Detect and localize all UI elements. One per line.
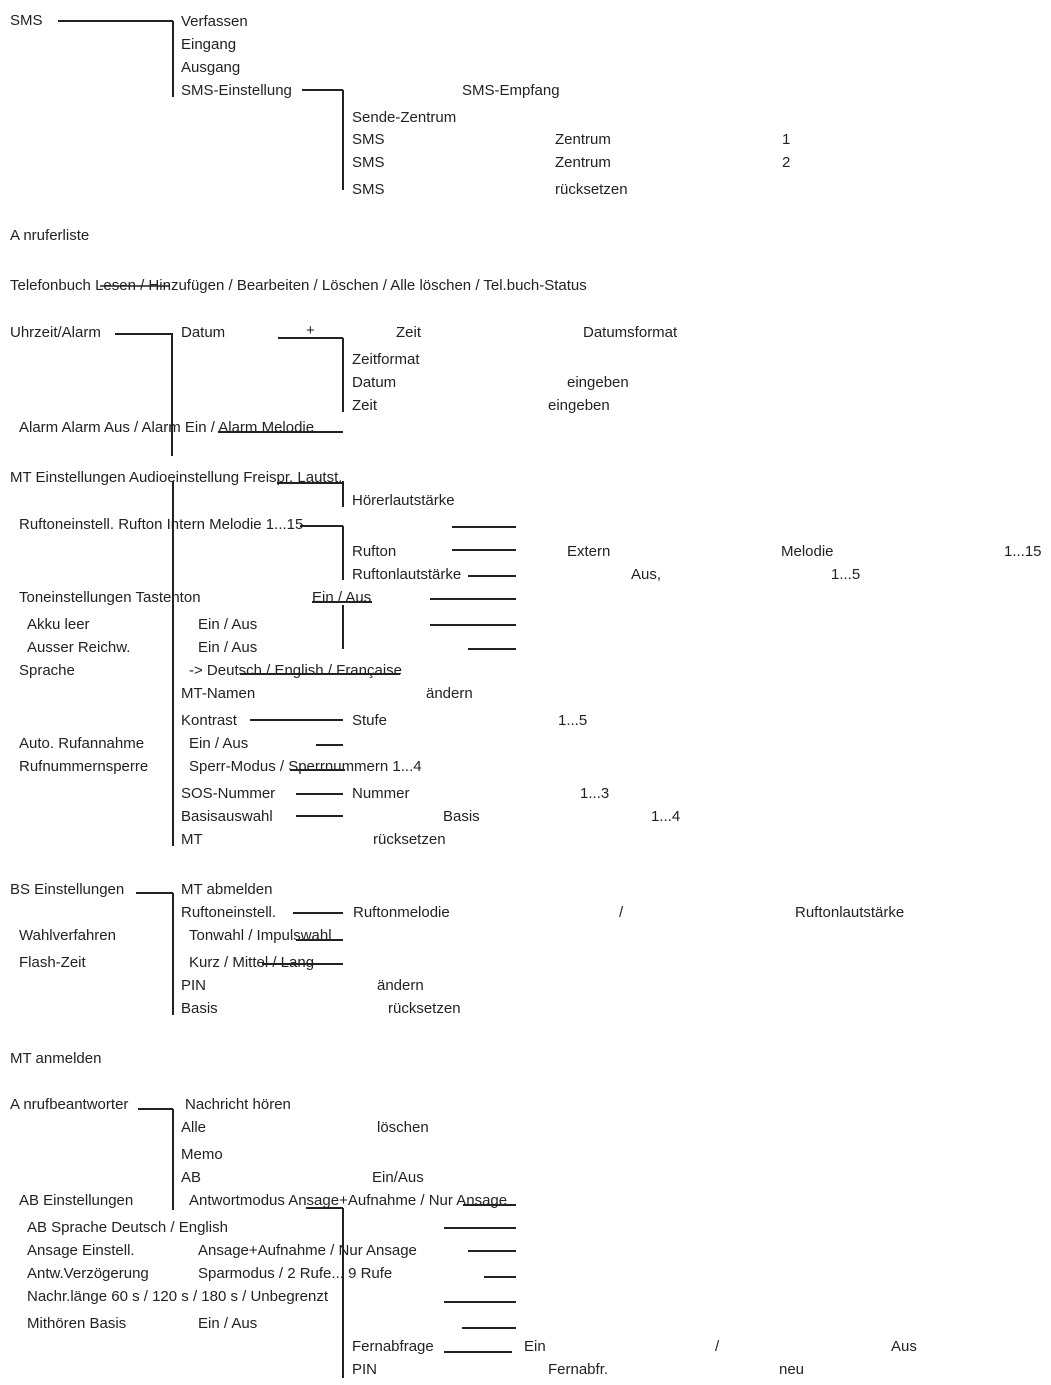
bs-ruecksetzen: rücksetzen (388, 1000, 461, 1017)
sms-eingang: Eingang (181, 36, 237, 53)
ab-mithoeren-basis: Mithören Basis (27, 1315, 127, 1332)
sms-row3-b: rücksetzen (555, 181, 628, 198)
sms-row1-c: 1 (782, 131, 791, 148)
bs-flash-options: Kurz / Mittel / Lang (189, 954, 315, 971)
mt-aendern: ändern (426, 685, 473, 702)
sms-einstellung: SMS-Einstellung (181, 82, 292, 99)
mt-ein-aus-4: Ein / Aus (189, 735, 249, 752)
sms-row2-c: 2 (782, 154, 791, 171)
mt-melodie: Melodie (781, 543, 834, 560)
mt-ein-aus-2: Ein / Aus (198, 616, 258, 633)
ab-neu: neu (779, 1361, 805, 1378)
ab-ab: AB (181, 1169, 202, 1186)
ab-fern-ein: Ein (524, 1338, 546, 1355)
uhrzeit-eingeben2: eingeben (548, 397, 610, 414)
menu-bs-einstellungen: BS Einstellungen (10, 881, 125, 898)
ab-antw-verzoegerung: Antw.Verzögerung (27, 1265, 149, 1282)
ab-fern-slash: / (715, 1338, 720, 1355)
bs-ruftonmelodie: Ruftonmelodie (353, 904, 450, 921)
ab-mithoeren-options: Ein / Aus (198, 1315, 258, 1332)
uhrzeit-plus: + (306, 322, 315, 339)
menu-sms: SMS (10, 12, 43, 29)
mt-ein-aus-3: Ein / Aus (198, 639, 258, 656)
uhrzeit-alarm-line: Alarm Alarm Aus / Alarm Ein / Alarm Melodie (19, 419, 315, 436)
mt-ausser-reichw: Ausser Reichw. (27, 639, 131, 656)
menu-telefonbuch: Telefonbuch Lesen / Hinzufügen / Bearbeiten / Löschen / Alle löschen / Tel.buch-Status (10, 277, 587, 294)
ab-ansage-einstell: Ansage Einstell. (27, 1242, 135, 1259)
mt-sperr-modus: Sperr-Modus / Sperrnummern 1...4 (189, 758, 422, 775)
mt-ruftonlautstaerke: Ruftonlautstärke (352, 566, 462, 583)
bs-wahlverfahren: Wahlverfahren (19, 927, 116, 944)
sms-row1-a: SMS (352, 131, 385, 148)
ab-verz-options: Sparmodus / 2 Rufe... 9 Rufe (198, 1265, 393, 1282)
sms-row3-a: SMS (352, 181, 385, 198)
menu-uhrzeit-alarm: Uhrzeit/Alarm (10, 324, 101, 341)
bs-slash: / (619, 904, 624, 921)
menu-mt-einstellungen: MT Einstellungen Audioeinstellung Freispr. Lautst. (10, 469, 343, 486)
mt-extern: Extern (567, 543, 611, 560)
bs-pin: PIN (181, 977, 207, 994)
bs-wahl-options: Tonwahl / Impulswahl (189, 927, 332, 944)
menu-anrufbeantworter: A nrufbeantworter (10, 1096, 129, 1113)
mt-range-15: 1...15 (1004, 543, 1042, 560)
uhrzeit-zeitformat: Zeitformat (352, 351, 420, 368)
mt-auto-rufannahme: Auto. Rufannahme (19, 735, 145, 752)
mt-ruecksetzen: rücksetzen (373, 831, 446, 848)
uhrzeit-datumsformat: Datumsformat (583, 324, 678, 341)
mt-rufton: Rufton (352, 543, 397, 560)
mt-aus: Aus, (631, 566, 662, 583)
sms-verfassen: Verfassen (181, 13, 248, 30)
ab-antwortmodus: Antwortmodus Ansage+Aufnahme / Nur Ansage (189, 1192, 508, 1209)
mt-hoererlautstaerke: Hörerlautstärke (352, 492, 455, 509)
ab-nachricht-hoeren: Nachricht hören (185, 1096, 291, 1113)
mt-sprache-options: -> Deutsch / English / Française (189, 662, 403, 679)
sms-sende-zentrum: Sende-Zentrum (352, 109, 457, 126)
uhrzeit-zeit: Zeit (396, 324, 422, 341)
mt-kontrast: Kontrast (181, 712, 237, 729)
sms-empfang: SMS-Empfang (462, 82, 560, 99)
ab-loeschen: löschen (377, 1119, 429, 1136)
mt-ruftoneinstell: Ruftoneinstell. Rufton Intern Melodie 1...15 (19, 516, 304, 533)
ab-einstellungen: AB Einstellungen (19, 1192, 134, 1209)
sms-ausgang: Ausgang (181, 59, 241, 76)
ab-fernabfr: Fernabfr. (548, 1361, 609, 1378)
ab-alle: Alle (181, 1119, 207, 1136)
ab-ein-aus: Ein/Aus (372, 1169, 424, 1186)
ab-fernabfrage: Fernabfrage (352, 1338, 434, 1355)
mt-range-5: 1...5 (831, 566, 861, 583)
mt-rufnummernsperre: Rufnummernsperre (19, 758, 149, 775)
ab-memo: Memo (181, 1146, 223, 1163)
mt-namen: MT-Namen (181, 685, 256, 702)
mt-ein-aus-1: Ein / Aus (312, 589, 372, 606)
mt-sprache: Sprache (19, 662, 75, 679)
sms-row2-b: Zentrum (555, 154, 611, 171)
uhrzeit-datum2: Datum (352, 374, 397, 391)
mt-toneinstellungen: Toneinstellungen Tastenton (19, 589, 201, 606)
bs-ruftonlautstaerke: Ruftonlautstärke (795, 904, 905, 921)
mt-stufe: Stufe (352, 712, 388, 729)
mt-sos-nummer: SOS-Nummer (181, 785, 276, 802)
sms-row1-b: Zentrum (555, 131, 611, 148)
menu-anruferliste: A nruferliste (10, 227, 90, 244)
mt-mt: MT (181, 831, 203, 848)
menu-mt-anmelden: MT anmelden (10, 1050, 102, 1067)
uhrzeit-datum: Datum (181, 324, 226, 341)
ab-fern-aus: Aus (891, 1338, 917, 1355)
sms-row2-a: SMS (352, 154, 385, 171)
bs-basis: Basis (181, 1000, 218, 1017)
bs-ruftoneinstell: Ruftoneinstell. (181, 904, 277, 921)
mt-nummer: Nummer (352, 785, 410, 802)
uhrzeit-eingeben1: eingeben (567, 374, 629, 391)
ab-ansage-options: Ansage+Aufnahme / Nur Ansage (198, 1242, 417, 1259)
bs-pin-aendern: ändern (377, 977, 424, 994)
mt-range-1-5: 1...5 (558, 712, 588, 729)
mt-range-4: 1...4 (651, 808, 681, 825)
mt-akku-leer: Akku leer (27, 616, 90, 633)
bs-flash-zeit: Flash-Zeit (19, 954, 86, 971)
mt-basisauswahl: Basisauswahl (181, 808, 273, 825)
ab-sprache: AB Sprache Deutsch / English (27, 1219, 228, 1236)
bs-mt-abmelden: MT abmelden (181, 881, 273, 898)
ab-pin: PIN (352, 1361, 378, 1378)
mt-basis: Basis (443, 808, 480, 825)
uhrzeit-zeit2: Zeit (352, 397, 378, 414)
ab-nachr-laenge: Nachr.länge 60 s / 120 s / 180 s / Unbegrenzt (27, 1288, 329, 1305)
mt-range-3: 1...3 (580, 785, 610, 802)
